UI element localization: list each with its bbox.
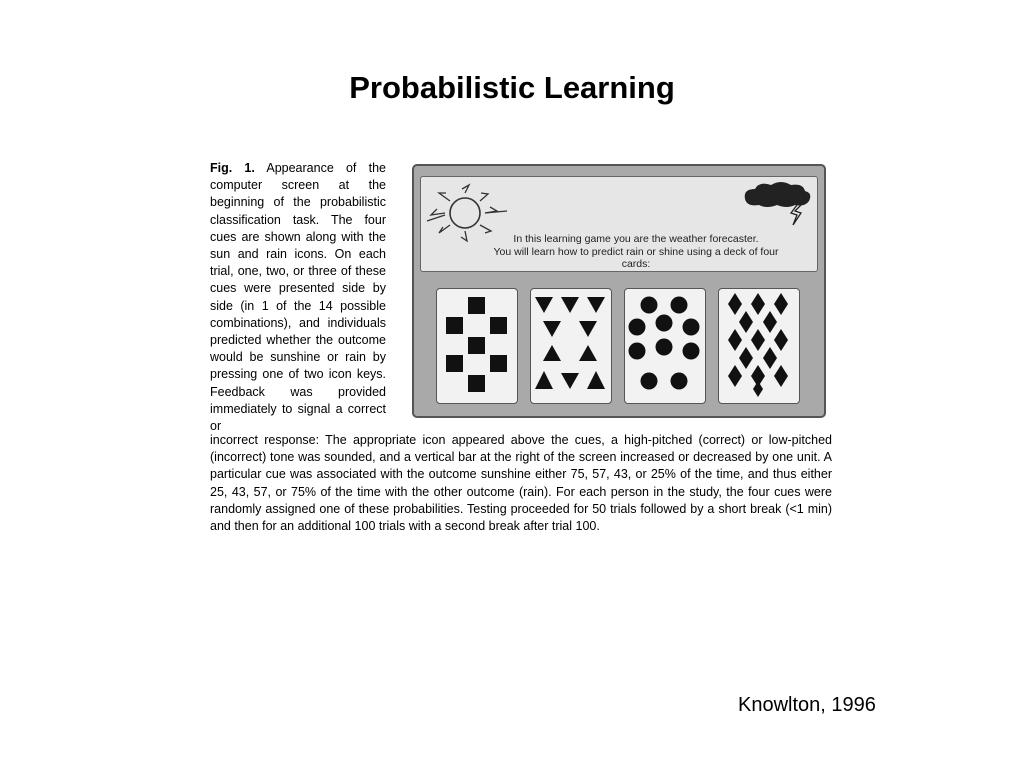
figure-caption-side [210, 160, 386, 435]
figure-caption-side-text: Appearance of the computer screen at the beginning of the probabilistic classification task. The four cues are shown along with the sun and rain icons. On each trial, one, two, or three of these cues were presented side by side (in 1 of the 14 possible combinations), and individuals predicted whether the outcome would be sunshine or rain by pressing one of two icon keys. Feedback was provided immediately to signal a correct or [210, 161, 386, 434]
slide-title: Probabilistic Learning [349, 70, 675, 105]
rain-cloud-icon [739, 177, 815, 233]
figure-label: Fig. 1. [210, 161, 255, 175]
figure-caption-bottom: incorrect response: The appropriate icon appeared above the cues, a high-pitched (correct) or low-pitched (incorrect) tone was sounded, and a vertical bar at the right of the screen increased or decreased by one unit. A particular cue was associated with the outcome sunshine either 75, 57, 43, or 25% of the time, and thus either 25, 43, 57, or 75% of the time with the other outcome (rain). For each person in the study, the four cues were randomly assigned one of these probabilities. Testing proceeded for 50 trials followed by a short break (<1 min) and then for an additional 100 trials with a second break after trial 100. [210, 433, 832, 534]
instruction-panel [420, 176, 818, 272]
square-mark [446, 317, 463, 334]
citation: Knowlton, 1996 [738, 694, 876, 716]
cue-card-squares [436, 288, 518, 404]
figure [204, 158, 840, 553]
cue-card-circles [624, 288, 706, 404]
task-screen-image [412, 164, 826, 418]
instruction-line-1: In this learning game you are the weather forecaster. [513, 233, 759, 245]
square-mark [468, 337, 485, 354]
square-mark [446, 355, 463, 372]
instruction-text [491, 233, 781, 271]
square-mark [468, 297, 485, 314]
square-mark [468, 375, 485, 392]
square-mark [490, 317, 507, 334]
square-mark [490, 355, 507, 372]
cue-card-triangles [530, 288, 612, 404]
cue-card-diamonds [718, 288, 800, 404]
instruction-line-2: You will learn how to predict rain or shine using a deck of four cards: [493, 245, 779, 270]
